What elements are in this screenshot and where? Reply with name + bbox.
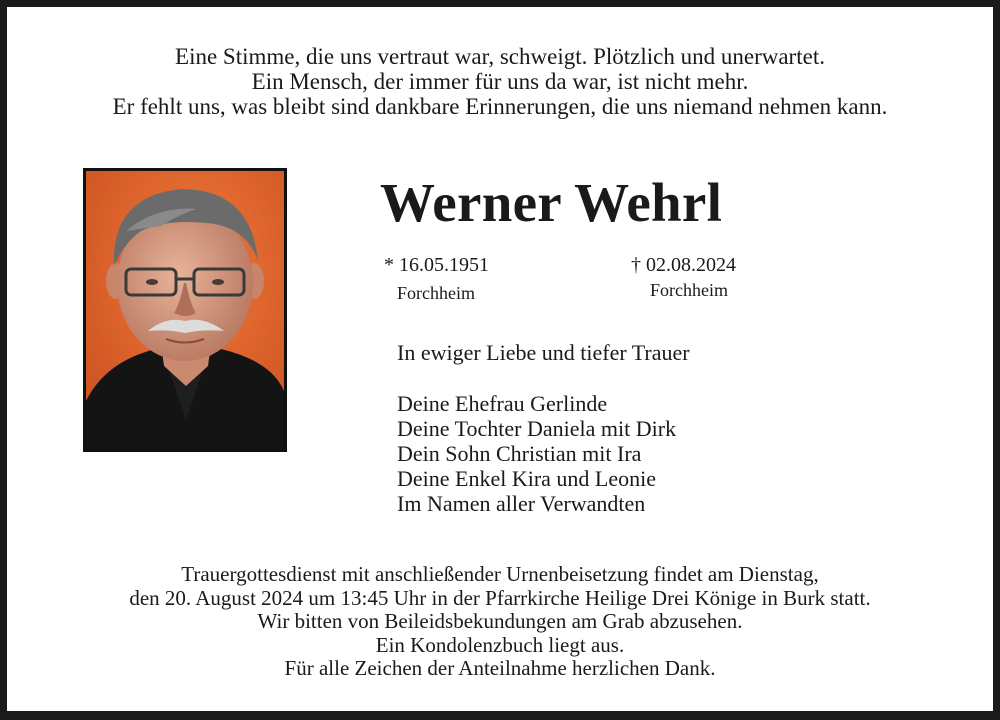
intro-line: Ein Mensch, der immer für uns da war, ist nicht mehr. xyxy=(251,69,749,94)
intro-line: Er fehlt uns, was bleibt sind dankbare Erinnerungen, die uns niemand nehmen kann. xyxy=(112,94,888,119)
family-member: Deine Enkel Kira und Leonie xyxy=(397,466,657,491)
notice-line: Wir bitten von Beileidsbekundungen am Grab abzusehen. xyxy=(257,609,743,633)
birth-date: * 16.05.1951 xyxy=(384,254,489,276)
family-member: Deine Ehefrau Gerlinde xyxy=(397,391,608,416)
death-date: † 02.08.2024 xyxy=(631,254,736,276)
intro-verse xyxy=(7,44,993,119)
mourning-line: In ewiger Liebe und tiefer Trauer xyxy=(397,340,690,365)
notice-line: Ein Kondolenzbuch liegt aus. xyxy=(375,632,625,657)
death-place: Forchheim xyxy=(650,280,728,300)
family-list xyxy=(397,391,676,516)
birth-place: Forchheim xyxy=(397,283,475,303)
service-notice xyxy=(7,563,993,681)
family-member: Deine Tochter Daniela mit Dirk xyxy=(397,416,677,441)
intro-line: Eine Stimme, die uns vertraut war, schweigt. Plötzlich und unerwartet. xyxy=(175,44,825,69)
portrait-image xyxy=(86,171,284,449)
deceased-name: Werner Wehrl xyxy=(380,172,723,233)
notice-line: den 20. August 2024 um 13:45 Uhr in der Pfarrkirche Heilige Drei Könige in Burk statt. xyxy=(129,585,871,610)
notice-line: Trauergottesdienst mit anschließender Urnenbeisetzung findet am Dienstag, xyxy=(181,562,819,586)
portrait-photo xyxy=(83,168,287,452)
family-member: Dein Sohn Christian mit Ira xyxy=(397,441,642,466)
family-member: Im Namen aller Verwandten xyxy=(397,491,646,516)
notice-line: Für alle Zeichen der Anteilnahme herzlichen Dank. xyxy=(284,656,716,680)
